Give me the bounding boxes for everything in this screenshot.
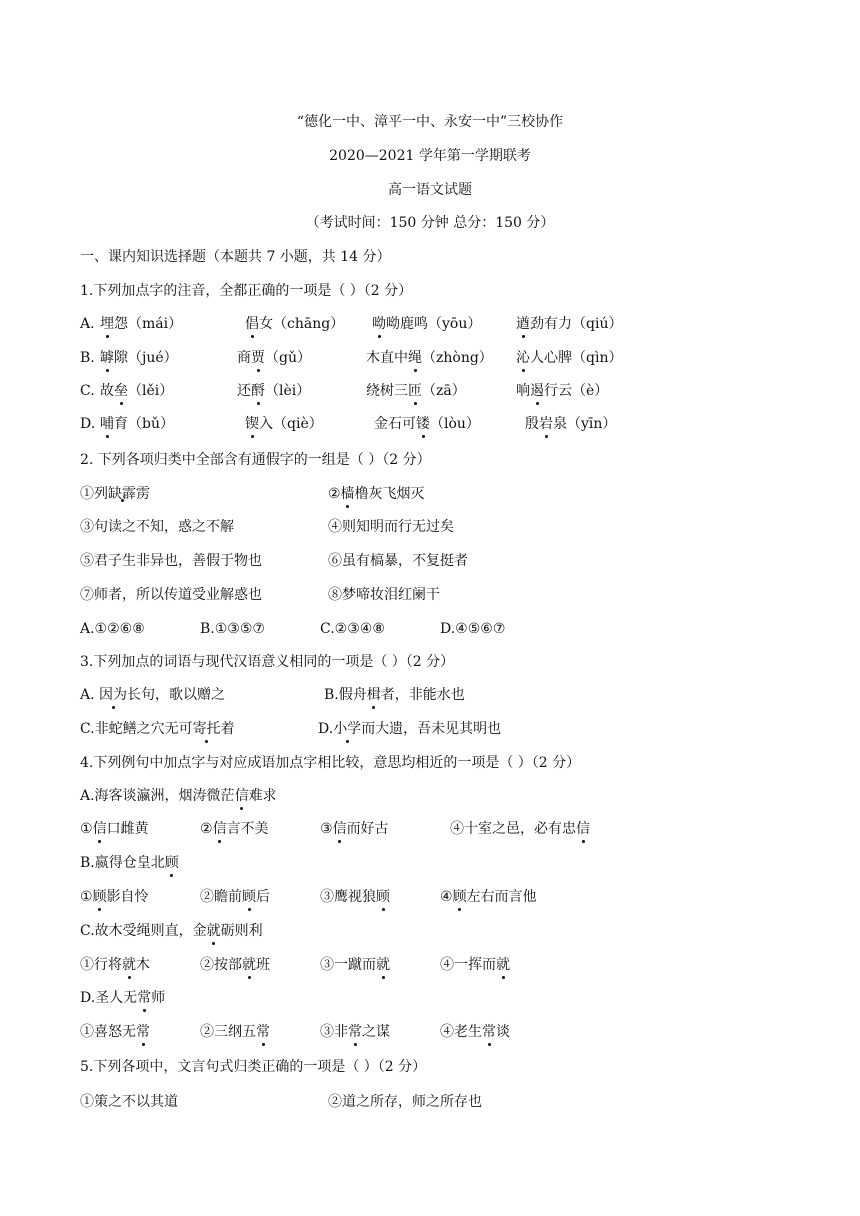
pinyin-item: 还酹（lèi） [237,383,311,399]
pinyin-item: 遒劲有力（qiú） [516,316,623,332]
idiom-item: ②三纲五常 [200,1024,270,1040]
answer-option: D.④⑤⑥⑦ [440,621,506,637]
answer-option: C.非蛇鳝之穴无可寄托着 [80,721,235,737]
q4-group-head: A.海客谈瀛洲，烟涛微茫信难求 [80,788,277,804]
pinyin-item: 倡女（chāng） [245,316,345,332]
question-3-stem: 3.下列加点的词语与现代汉语意义相同的一项是（ ）（2 分） [80,654,455,670]
sentence-item: ①列缺霹雳 [80,486,150,502]
pinyin-item: 故垒（lěi） [100,383,174,399]
pinyin-item: 呦呦鹿鸣（yōu） [372,316,482,332]
sentence-item: ⑧梦啼妆泪红阑干 [328,587,440,603]
question-2-stem: 2. 下列各项归类中全部含有通假字的一组是（ ）（2 分） [80,452,431,468]
sentence-item: ⑤君子生非异也，善假于物也 [80,553,262,569]
idiom-item: ④老生常谈 [440,1024,510,1040]
pinyin-item: 殷岩泉（yīn） [525,416,617,432]
pinyin-item: 绕树三匝（zā） [366,383,466,399]
pinyin-item: 埋怨（mái） [100,316,183,332]
pinyin-item: 响遏行云（è） [516,383,609,399]
answer-option: D.小学而大遗，吾未见其明也 [318,721,502,737]
idiom-item: ①行将就木 [80,957,150,973]
answer-option: B.①③⑤⑦ [200,621,265,637]
sentence-item: ②樯橹灰飞烟灭 [328,486,425,502]
pinyin-item: 金石可镂（lòu） [374,416,480,432]
idiom-item: ③非常之谋 [320,1024,390,1040]
option-label: B. [80,350,95,366]
exam-info: （考试时间：150 分钟 总分：150 分） [305,215,555,231]
idiom-item: ④顾左右而言他 [440,889,537,905]
idiom-item: ③一蹴而就 [320,957,390,973]
header-schools: “德化一中、漳平一中、永安一中”三校协作 [296,114,564,130]
idiom-item: ④一挥而就 [440,957,510,973]
answer-option: A. 因为长句，歌以赠之 [80,687,226,703]
idiom-item: ②信言不美 [200,821,269,837]
pinyin-item: 哺育（bǔ） [100,416,174,432]
sentence-item: ⑦师者，所以传道受业解惑也 [80,587,262,603]
q4-group-head: C.故木受绳则直，金就砺则利 [80,923,263,939]
section-heading: 一、课内知识选择题（本题共 7 小题，共 14 分） [80,249,391,265]
pinyin-item: 木直中绳（zhòng） [366,350,493,366]
question-1-stem: 1.下列加点字的注音，全都正确的一项是（ ）（2 分） [80,283,413,299]
idiom-item: ④十室之邑，必有忠信 [450,821,590,837]
sentence-item: ①策之不以其道 [80,1094,178,1110]
q4-group-head: B.嬴得仓皇北顾 [80,855,179,871]
pinyin-item: 锲入（qiè） [245,416,323,432]
question-5-stem: 5.下列各项中，文言句式归类正确的一项是（ ）（2 分） [80,1059,427,1075]
q4-group-head: D.圣人无常师 [80,990,166,1006]
answer-option: B.假舟楫者，非能水也 [324,687,465,703]
sentence-item: ③句读之不知，惑之不解 [80,519,234,535]
idiom-item: ①信口雌黄 [80,821,149,837]
sentence-item: ②道之所存，师之所存也 [328,1094,482,1110]
idiom-item: ③信而好古 [320,821,389,837]
option-label: D. [80,416,96,432]
idiom-item: ②瞻前顾后 [200,889,270,905]
question-4-stem: 4.下列例句中加点字与对应成语加点字相比较，意思均相近的一项是（ ）（2 分） [80,755,581,771]
answer-option: A.①②⑥⑧ [80,621,145,637]
answer-option: C.②③④⑧ [320,621,385,637]
idiom-item: ①喜怒无常 [80,1024,150,1040]
option-label: A. [80,316,95,332]
option-label: C. [80,383,95,399]
pinyin-item: 商贾（gǔ） [237,350,311,366]
sentence-item: ④则知明而行无过矣 [328,519,454,535]
page-title: 高一语文试题 [388,182,472,198]
idiom-item: ③鹰视狼顾 [320,889,390,905]
pinyin-item: 罅隙（jué） [100,350,178,366]
header-term: 2020—2021 学年第一学期联考 [329,148,531,164]
idiom-item: ①顾影自怜 [80,889,149,905]
pinyin-item: 沁人心脾（qìn） [516,350,623,366]
idiom-item: ②按部就班 [200,957,270,973]
sentence-item: ⑥虽有槁暴，不复挺者 [328,553,468,569]
